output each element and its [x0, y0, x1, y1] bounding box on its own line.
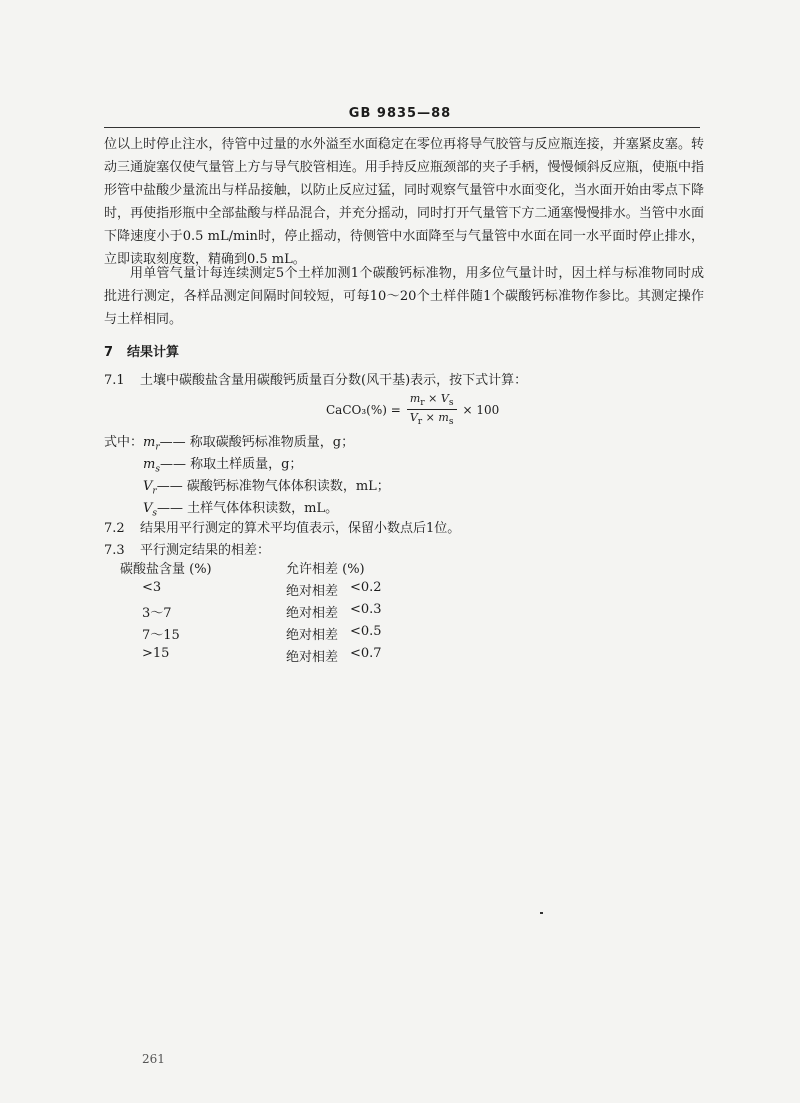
- header-rule: [104, 127, 700, 128]
- item-7-2: [104, 517, 460, 536]
- table-cell-type: 绝对相差: [286, 584, 339, 599]
- where-item: [143, 475, 390, 497]
- numer-times: ×: [424, 392, 441, 405]
- table-cell-limit: <0.3: [350, 602, 382, 617]
- item-7-3: [104, 539, 270, 558]
- denom-m: m: [438, 411, 449, 425]
- page-header: GB 9835—88: [348, 106, 452, 121]
- denom-v-sub: r: [417, 416, 423, 428]
- item-7-1: [104, 369, 527, 388]
- table-cell-type: 绝对相差: [286, 606, 339, 621]
- denom-times: ×: [422, 411, 439, 425]
- table-cell-type: 绝对相差: [286, 628, 339, 643]
- table-row: [120, 580, 520, 600]
- symbol-letter: V: [143, 479, 153, 494]
- table-row: [120, 646, 520, 666]
- numer-m: m: [409, 392, 421, 405]
- table-cell-limit: <0.2: [350, 580, 382, 595]
- symbol-subscript: r: [152, 486, 157, 497]
- where-symbol: [143, 457, 160, 475]
- item-text: 平行测定结果的相差：: [140, 543, 271, 558]
- symbol-letter: m: [143, 457, 156, 472]
- formula-rhs: × 100: [462, 402, 500, 417]
- symbol-letter: m: [143, 435, 156, 450]
- caco3-formula: [326, 392, 499, 427]
- where-description: —— 称取土样质量，g；: [159, 457, 303, 472]
- paragraph-standard-reference: 用单管气量计每连续测定5个土样加测1个碳酸钙标准物，用多位气量计时，因土样与标准物同时成批进行测定，各样品测定间隔时间较短，可每10～20个土样伴随1个碳酸钙标准物作参比。其测定操作与土样相同。: [104, 266, 704, 327]
- where-item: [143, 453, 302, 475]
- where-item: [143, 497, 338, 519]
- section-number: 7: [104, 345, 114, 360]
- where-description: —— 土样气体体积读数，mL。: [157, 501, 339, 516]
- item-number: 7.1: [104, 373, 125, 388]
- symbol-subscript: s: [155, 464, 160, 475]
- item-number: 7.2: [104, 521, 125, 536]
- where-description: —— 碳酸钙标准物气体体积读数，mL；: [156, 479, 390, 494]
- table-cell-limit: <0.5: [350, 624, 382, 639]
- page-number: 261: [142, 1052, 165, 1066]
- formula-denominator: [407, 410, 457, 427]
- where-item: [104, 431, 354, 453]
- section-7-heading: [104, 341, 179, 360]
- table-header-tolerance: 允许相差 (%): [286, 562, 365, 577]
- table-cell-range: 7～15: [142, 628, 180, 643]
- item-number: 7.3: [104, 543, 125, 558]
- symbol-subscript: r: [155, 442, 160, 453]
- table-cell-limit: <0.7: [350, 646, 382, 661]
- where-symbol: [143, 435, 160, 453]
- tolerance-table-header: [120, 558, 520, 578]
- numer-m-sub: r: [420, 397, 425, 409]
- section-title: 结果计算: [127, 345, 180, 360]
- table-cell-type: 绝对相差: [286, 650, 339, 665]
- symbol-subscript: s: [152, 508, 158, 519]
- formula-fraction: [407, 392, 457, 427]
- table-row: [120, 602, 520, 622]
- table-cell-range: >15: [142, 646, 170, 661]
- item-text: 土壤中碳酸盐含量用碳酸钙质量百分数(风干基)表示，按下式计算：: [140, 373, 528, 388]
- numer-v-sub: s: [448, 397, 454, 409]
- table-row: [120, 624, 520, 644]
- table-cell-range: 3～7: [142, 606, 172, 621]
- paragraph-procedure: 位以上时停止注水，待管中过量的水外溢至水面稳定在零位再将导气胶管与反应瓶连接，并塞紧皮塞。转动三通旋塞仅使气量管上方与导气胶管相连。用手持反应瓶颈部的夹子手柄，慢慢倾斜反应瓶，使瓶中指形管中盐酸少量流出与样品接触，以防止反应过猛，同时观察气量管中水面变化，当水面开始由零点下降时，再使指形瓶中全部盐酸与样品混合，并充分摇动，同时打开气量管下方二通塞慢慢排水。当管中水面下降速度小于0.5 mL/min时，停止摇动，待侧管中水面降至与气量管中水面在同一水平面时停止排水，立即读取刻度数，精确到0.5 mL。: [104, 137, 704, 267]
- item-text: 结果用平行测定的算术平均值表示，保留小数点后1位。: [140, 521, 461, 536]
- scan-speck: [540, 912, 543, 914]
- table-cell-range: <3: [142, 580, 162, 595]
- where-symbol: [143, 479, 157, 497]
- denom-m-sub: s: [448, 416, 454, 428]
- table-header-content: 碳酸盐含量 (%): [120, 562, 212, 577]
- symbol-letter: V: [143, 501, 153, 516]
- where-symbol: [143, 501, 158, 519]
- denom-v: V: [409, 411, 418, 425]
- formula-lhs: CaCO₃(%) =: [326, 402, 401, 417]
- formula-numerator: [407, 392, 457, 410]
- where-prefix: 式中：: [104, 435, 144, 450]
- numer-v: V: [440, 392, 449, 405]
- where-description: —— 称取碳酸钙标准物质量，g；: [159, 435, 355, 450]
